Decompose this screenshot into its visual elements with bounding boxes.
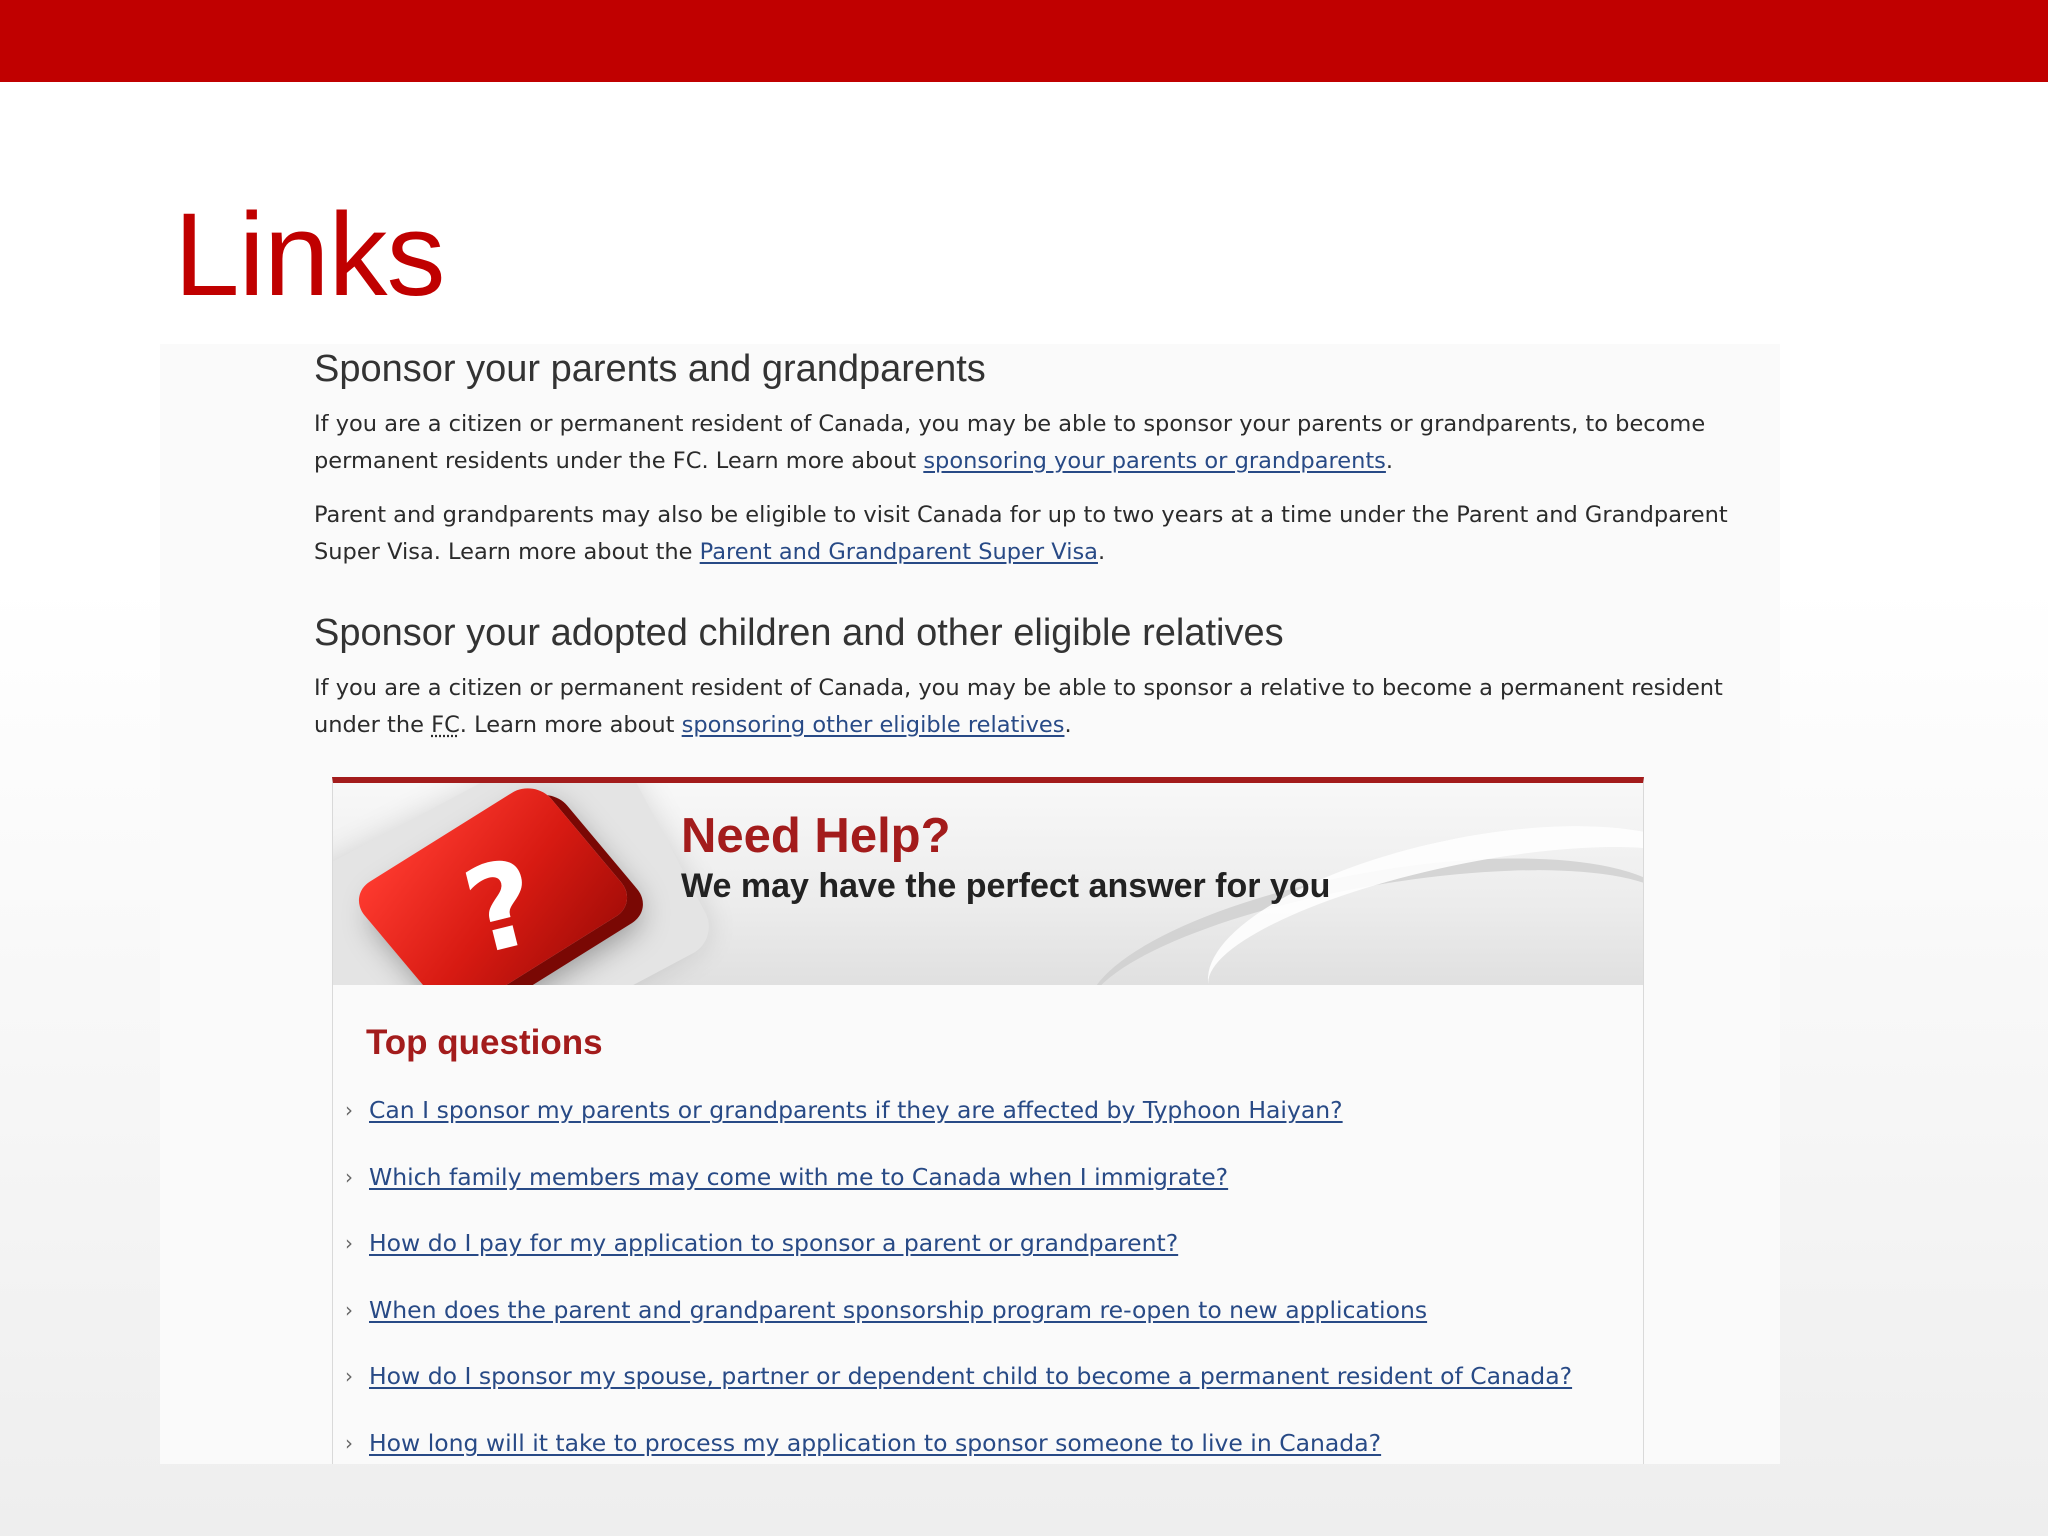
need-help-box <box>332 777 1644 1464</box>
paragraph-text: . <box>1064 711 1072 738</box>
top-questions-title: Top questions <box>366 1023 603 1062</box>
webpage-screenshot <box>160 344 1780 1464</box>
chevron-right-icon: › <box>345 1164 353 1189</box>
slide-title: Links <box>174 189 445 321</box>
question-link-processing-time[interactable]: How long will it take to process my application to sponsor someone to live in Canada? <box>369 1428 1382 1457</box>
paragraph-text: . <box>1097 538 1106 565</box>
paragraph-text: If you are a citizen or permanent resident of Canada, you may be able to sponsor a relative to become a permanent resident under the <box>314 675 1723 738</box>
paragraph-parents-sponsorship <box>314 406 1774 479</box>
abbr-fc: FC <box>431 711 460 738</box>
list-item <box>333 1095 1572 1162</box>
paragraph-super-visa <box>314 497 1774 570</box>
list-item <box>333 1228 1572 1295</box>
question-link-pay-application[interactable]: How do I pay for my application to sponsor a parent or grandparent? <box>369 1229 1179 1258</box>
paragraph-relatives-sponsorship <box>314 670 1774 743</box>
chevron-right-icon: › <box>345 1231 353 1256</box>
paragraph-text: . Learn more about <box>459 711 682 738</box>
chevron-right-icon: › <box>345 1297 353 1322</box>
paragraph-text: If you are a citizen or permanent resident of Canada, you may be able to sponsor your parents or grandparents, to become permanent residents under the FC. Learn more about <box>314 411 1706 474</box>
link-sponsoring-parents[interactable]: sponsoring your parents or grandparents <box>923 447 1386 474</box>
section-heading-relatives: Sponsor your adopted children and other eligible relatives <box>314 612 1284 654</box>
link-other-relatives[interactable]: sponsoring other eligible relatives <box>681 711 1065 738</box>
question-link-family-members[interactable]: Which family members may come with me to Canada when I immigrate? <box>369 1162 1229 1191</box>
chevron-right-icon: › <box>345 1098 353 1122</box>
question-link-sponsor-spouse[interactable]: How do I sponsor my spouse, partner or dependent child to become a permanent resident of Canada? <box>369 1362 1573 1391</box>
list-item <box>333 1162 1572 1229</box>
section-heading-parents: Sponsor your parents and grandparents <box>314 348 986 390</box>
need-help-banner <box>333 783 1643 985</box>
slide-header-bar <box>0 0 2048 82</box>
paragraph-text: . <box>1385 447 1394 474</box>
question-mark-icon: ? <box>451 831 552 983</box>
list-item <box>333 1428 1572 1464</box>
need-help-subtitle: We may have the perfect answer for you <box>681 867 1331 905</box>
question-link-typhoon-haiyan[interactable]: Can I sponsor my parents or grandparents if they are affected by Typhoon Haiyan? <box>369 1096 1343 1124</box>
need-help-title: Need Help? <box>681 809 951 863</box>
paragraph-text: Parent and grandparents may also be eligible to visit Canada for up to two years at a time under the Parent and Grandparent Super Visa. Learn more about the <box>314 502 1728 565</box>
link-super-visa[interactable]: Parent and Grandparent Super Visa <box>699 538 1098 565</box>
question-link-program-reopen[interactable]: When does the parent and grandparent sponsorship program re-open to new applications <box>369 1295 1428 1324</box>
list-item <box>333 1361 1572 1428</box>
chevron-right-icon: › <box>345 1364 353 1389</box>
top-questions-list <box>333 1095 1572 1464</box>
list-item <box>333 1295 1572 1362</box>
chevron-right-icon: › <box>345 1430 353 1455</box>
